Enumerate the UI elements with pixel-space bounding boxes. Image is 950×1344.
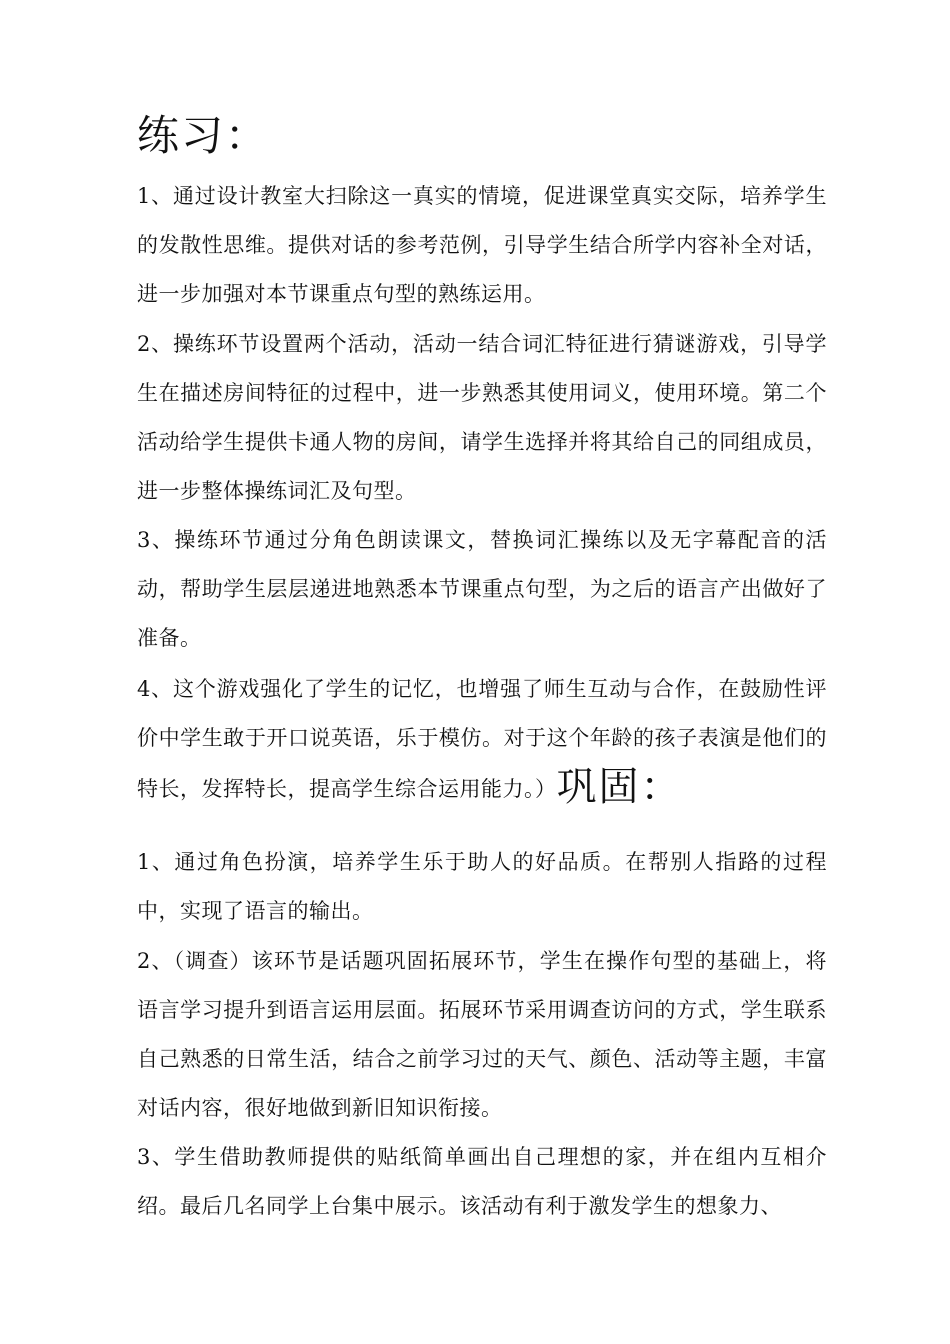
practice-item-3: 3、操练环节通过分角色朗读课文，替换词汇操练以及无字幕配音的活动，帮助学生层层递进地熟悉本节课重点句型，为之后的语言产出做好了准备。 [137, 528, 827, 650]
practice-heading: 练习： [137, 111, 270, 160]
practice-item-4-text: 4、这个游戏强化了学生的记忆，也增强了师生互动与合作，在鼓励性评价中学生敢于开口说英语，乐于模仿。对于这个年龄的孩子表演是他们的特长，发挥特长，提高学生综合运用能力。） [137, 677, 827, 801]
practice-item-2: 2、操练环节设置两个活动，活动一结合词汇特征进行猜谜游戏，引导学生在描述房间特征的过程中，进一步熟悉其使用词义，使用环境。第二个活动给学生提供卡通人物的房间，请学生选择并将其给自己的同组成员，进一步整体操练词汇及句型。 [137, 332, 827, 503]
practice-item-1: 1、通过设计教室大扫除这一真实的情境，促进课堂真实交际，培养学生的发散性思维。提供对话的参考范例，引导学生结合所学内容补全对话，进一步加强对本节课重点句型的熟练运用。 [137, 184, 827, 306]
consolidation-item-1: 1、通过角色扮演，培养学生乐于助人的好品质。在帮别人指路的过程中，实现了语言的输出。 [137, 850, 827, 923]
consolidation-heading: 巩固： [556, 764, 683, 810]
practice-item-4 [137, 665, 827, 814]
consolidation-item-2: 2、（调查）该环节是话题巩固拓展环节，学生在操作句型的基础上，将语言学习提升到语言运用层面。拓展环节采用调查访问的方式，学生联系自己熟悉的日常生活，结合之前学习过的天气、颜色、活动等主题，丰富对话内容，很好地做到新旧知识衔接。 [137, 949, 827, 1120]
consolidation-item-3: 3、学生借助教师提供的贴纸简单画出自己理想的家，并在组内互相介绍。最后几名同学上台集中展示。该活动有利于激发学生的想象力、 [137, 1145, 827, 1218]
